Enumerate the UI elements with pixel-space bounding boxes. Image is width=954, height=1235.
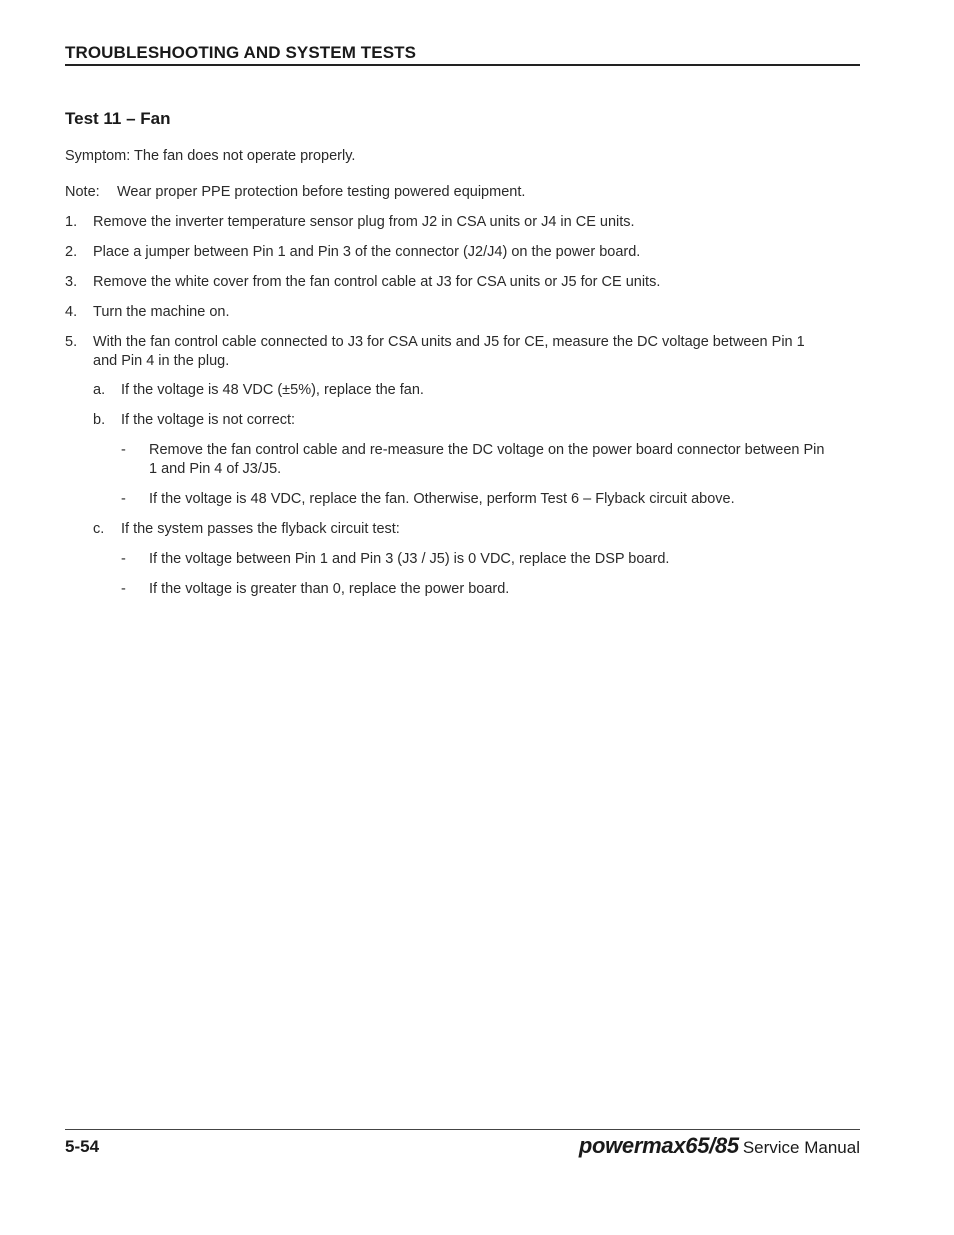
manual-label: Service Manual <box>742 1138 860 1157</box>
footer-manual-title <box>579 1133 860 1159</box>
step-number: 2. <box>65 244 78 260</box>
substep-letter: c. <box>93 521 105 537</box>
step-number: 4. <box>65 304 78 320</box>
page-number: 5-54 <box>65 1137 100 1156</box>
header-rule <box>65 64 860 66</box>
note-text: Wear proper PPE protection before testing powered equipment. <box>117 184 526 200</box>
substep-letter: a. <box>93 382 106 398</box>
bullet-text: If the voltage is greater than 0, replace the power board. <box>149 581 510 597</box>
footer-rule <box>65 1129 860 1130</box>
bullet-text: Remove the fan control cable and re-measure the DC voltage on the power board connector between Pin <box>149 442 825 458</box>
step-text: and Pin 4 in the plug. <box>93 353 230 369</box>
substep-text: If the system passes the flyback circuit test: <box>121 521 400 537</box>
step-text: Place a jumper between Pin 1 and Pin 3 of the connector (J2/J4) on the power board. <box>93 244 641 260</box>
substep-letter: b. <box>93 412 106 428</box>
step-text: Turn the machine on. <box>93 304 230 320</box>
step-text: With the fan control cable connected to J3 for CSA units and J5 for CE, measure the DC voltage between Pin 1 <box>93 334 805 350</box>
bullet-text: If the voltage between Pin 1 and Pin 3 (J3 / J5) is 0 VDC, replace the DSP board. <box>149 551 670 567</box>
step-text: Remove the inverter temperature sensor plug from J2 in CSA units or J4 in CE units. <box>93 214 635 230</box>
bullet-dash: - <box>121 491 126 507</box>
brand-logo: powermax65/85 <box>578 1133 739 1158</box>
step-number: 1. <box>65 214 78 230</box>
section-title: Test 11 – Fan <box>65 109 171 128</box>
symptom-text: Symptom: The fan does not operate properly. <box>65 148 356 164</box>
bullet-dash: - <box>121 551 126 567</box>
step-text: Remove the white cover from the fan control cable at J3 for CSA units or J5 for CE units. <box>93 274 661 290</box>
step-number: 3. <box>65 274 78 290</box>
substep-text: If the voltage is not correct: <box>121 412 296 428</box>
bullet-dash: - <box>121 581 126 597</box>
substep-text: If the voltage is 48 VDC (±5%), replace the fan. <box>121 382 424 398</box>
page-header-title: TROUBLESHOOTING AND SYSTEM TESTS <box>65 43 417 62</box>
bullet-text: 1 and Pin 4 of J3/J5. <box>149 461 282 477</box>
bullet-dash: - <box>121 442 126 458</box>
step-number: 5. <box>65 334 78 350</box>
note-label: Note: <box>65 184 100 200</box>
bullet-text: If the voltage is 48 VDC, replace the fan. Otherwise, perform Test 6 – Flyback circuit above. <box>149 491 735 507</box>
